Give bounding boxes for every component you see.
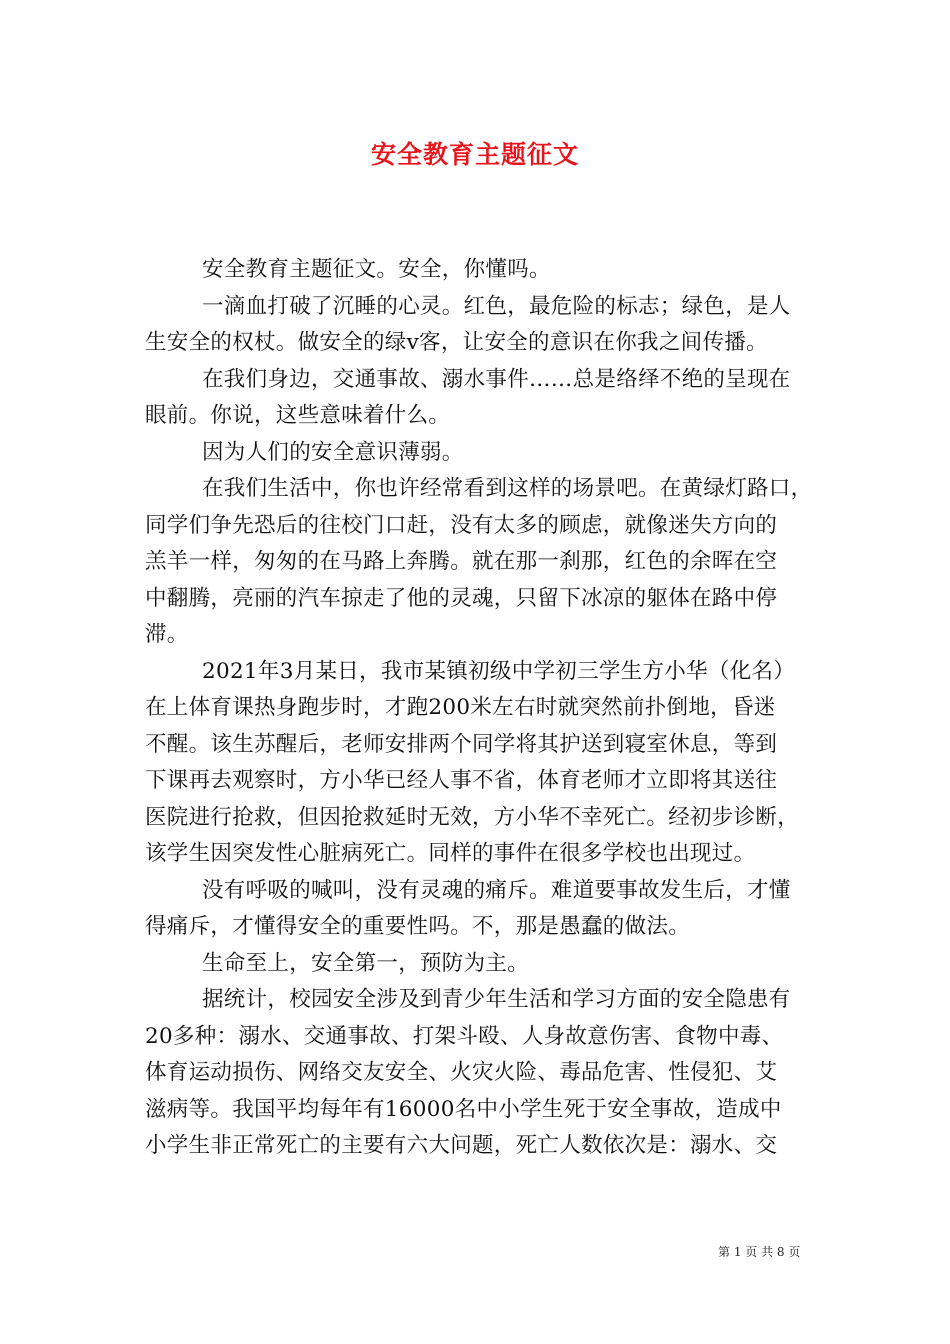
body-line: 据统计，校园安全涉及到青少年生活和学习方面的安全隐患有 xyxy=(202,987,791,1012)
body-line: 在我们身边，交通事故、溺水事件……总是络绎不绝的呈现在 xyxy=(202,366,791,392)
body-line: 体育运动损伤、网络交友安全、火灾火险、毒品危害、性侵犯、艾 xyxy=(145,1060,778,1085)
body-line: 一滴血打破了沉睡的心灵。红色，最危险的标志；绿色，是人 xyxy=(202,293,791,319)
body-line: 该学生因突发性心脏病死亡。同样的事件在很多学校也出现过。 xyxy=(145,841,756,866)
body-line: 生安全的权杖。做安全的绿v客，让安全的意识在你我之间传播。 xyxy=(145,330,768,355)
body-line: 医院进行抢救，但因抢救延时无效，方小华不幸死亡。经初步诊断， xyxy=(145,804,800,830)
body-line: 20多种：溺水、交通事故、打架斗殴、人身故意伤害、食物中毒、 xyxy=(145,1023,784,1049)
body-line: 在我们生活中，你也许经常看到这样的场景吧。在黄绿灯路口， xyxy=(202,476,813,501)
body-line: 不醒。该生苏醒后，老师安排两个同学将其护送到寝室休息，等到 xyxy=(145,731,778,757)
body-line: 滞。 xyxy=(145,622,189,647)
body-line: 在上体育课热身跑步时，才跑200米左右时就突然前扑倒地，昏迷 xyxy=(145,695,776,720)
body-line: 羔羊一样，匆匆的在马路上奔腾。就在那一刹那，红色的余晖在空 xyxy=(145,549,778,574)
body-line: 安全教育主题征文。安全，你懂吗。 xyxy=(202,257,551,282)
body-line: 同学们争先恐后的往校门口赶，没有太多的顾虑，就像迷失方向的 xyxy=(145,512,778,538)
body-line: 滋病等。我国平均每年有16000名中小学生死于安全事故，造成中 xyxy=(145,1096,782,1122)
body-line: 得痛斥，才懂得安全的重要性吗。不，那是愚蠢的做法。 xyxy=(145,914,691,939)
body-line: 下课再去观察时，方小华已经人事不省，体育老师才立即将其送往 xyxy=(145,768,778,793)
document-title: 安全教育主题征文 xyxy=(370,140,579,169)
body-line: 2021年3月某日，我市某镇初级中学初三学生方小华（化名） xyxy=(202,658,796,684)
body-line: 没有呼吸的喊叫，没有灵魂的痛斥。难道要事故发生后，才懂 xyxy=(202,877,791,903)
body-line: 小学生非正常死亡的主要有六大问题，死亡人数依次是：溺水、交 xyxy=(145,1133,778,1158)
body-line: 因为人们的安全意识薄弱。 xyxy=(202,439,464,465)
body-line: 中翻腾，亮丽的汽车掠走了他的灵魂，只留下冰凉的躯体在路中停 xyxy=(145,585,778,611)
page-number-footer: 第 1 页 共 8 页 xyxy=(718,1245,801,1259)
body-line: 眼前。你说，这些意味着什么。 xyxy=(145,403,451,428)
document-body xyxy=(145,252,813,1165)
body-line: 生命至上，安全第一，预防为主。 xyxy=(202,950,530,976)
